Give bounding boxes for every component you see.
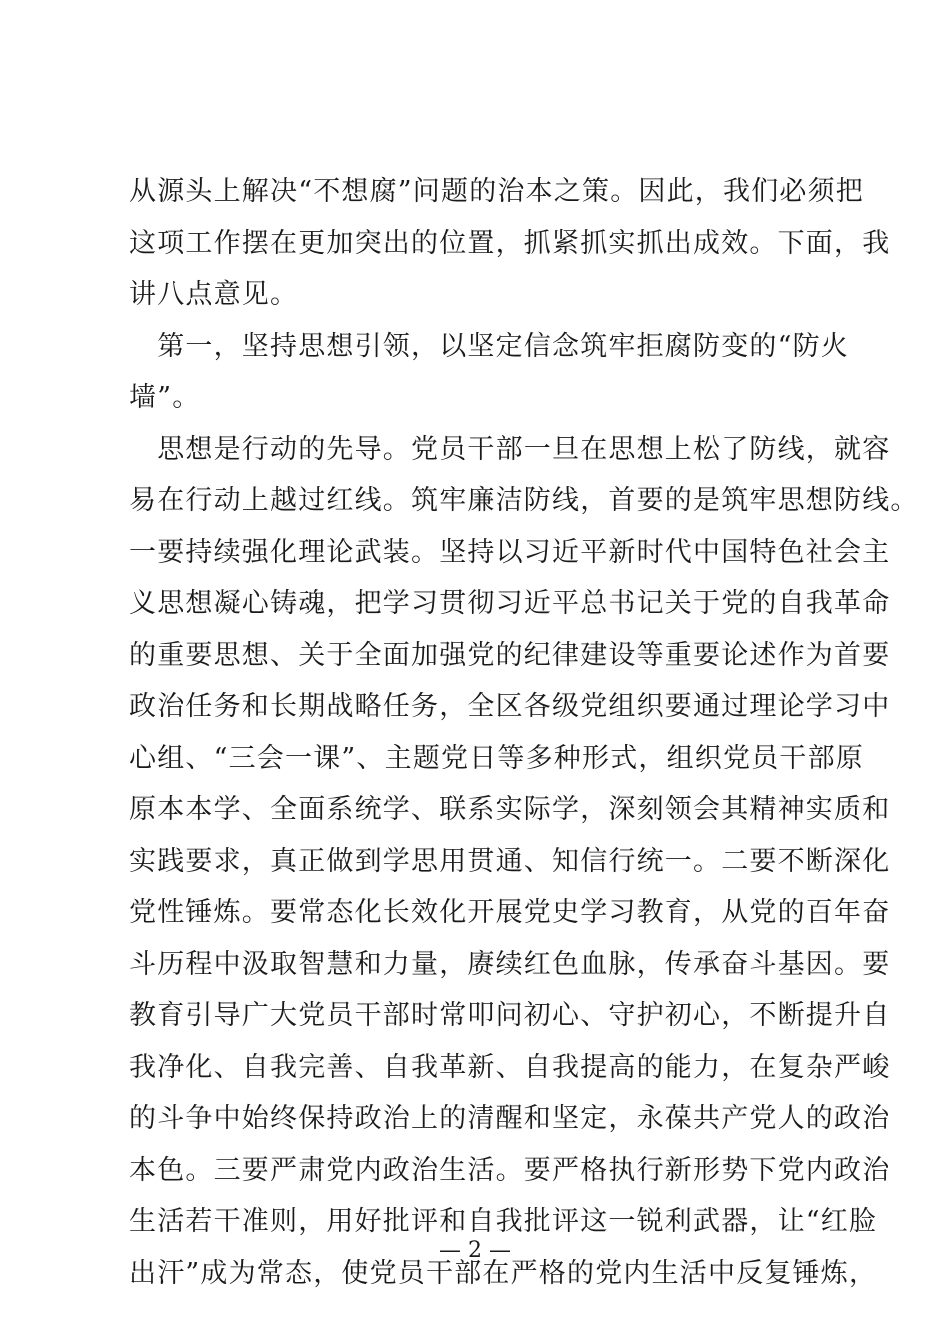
text-line: 党性锤炼。要常态化长效化开展党史学习教育，从党的百年奋 bbox=[129, 897, 891, 928]
text-line: 我净化、自我完善、自我革新、自我提高的能力，在复杂严峻 bbox=[129, 1051, 891, 1083]
body-text bbox=[129, 166, 919, 1299]
text-line: 讲八点意见。 bbox=[129, 279, 299, 310]
section-heading-line: 第一，坚持思想引领，以坚定信念筑牢拒腐防变的“防火 bbox=[129, 330, 850, 362]
section-heading-line: 墙”。 bbox=[129, 382, 201, 413]
text-line: 这项工作摆在更加突出的位置，抓紧抓实抓出成效。下面，我 bbox=[129, 227, 891, 259]
text-line: 的重要思想、关于全面加强党的纪律建设等重要论述作为首要 bbox=[129, 639, 891, 671]
text-line: 斗历程中汲取智慧和力量，赓续红色血脉，传承奋斗基因。要 bbox=[129, 948, 891, 980]
text-line: 本色。三要严肃党内政治生活。要严格执行新形势下党内政治 bbox=[129, 1154, 891, 1186]
page-number: — 2 — bbox=[439, 1238, 511, 1263]
text-line: 从源头上解决“不想腐”问题的治本之策。因此，我们必须把 bbox=[129, 176, 865, 207]
text-line: 的斗争中始终保持政治上的清醒和坚定，永葆共产党人的政治 bbox=[129, 1103, 891, 1134]
text-line: 一要持续强化理论武装。坚持以习近平新时代中国特色社会主 bbox=[129, 536, 891, 568]
text-line: 思想是行动的先导。党员干部一旦在思想上松了防线，就容 bbox=[129, 433, 891, 465]
text-line: 原本本学、全面系统学、联系实际学，深刻领会其精神实质和 bbox=[129, 794, 891, 825]
text-line: 义思想凝心铸魂，把学习贯彻习近平总书记关于党的自我革命 bbox=[129, 588, 891, 619]
text-line: 易在行动上越过红线。筑牢廉洁防线，首要的是筑牢思想防线。 bbox=[129, 485, 919, 516]
text-line: 出汗”成为常态，使党员干部在严格的党内生活中反复锤炼， bbox=[129, 1257, 878, 1289]
text-line: 生活若干准则，用好批评和自我批评这一锐利武器，让“红脸 bbox=[129, 1206, 878, 1237]
text-line: 政治任务和长期战略任务，全区各级党组织要通过理论学习中 bbox=[129, 691, 891, 722]
text-line: 实践要求，真正做到学思用贯通、知信行统一。二要不断深化 bbox=[129, 845, 891, 877]
text-line: 心组、“三会一课”、主题党日等多种形式，组织党员干部原 bbox=[129, 742, 865, 774]
text-line: 教育引导广大党员干部时常叩问初心、守护初心，不断提升自 bbox=[129, 1000, 891, 1031]
